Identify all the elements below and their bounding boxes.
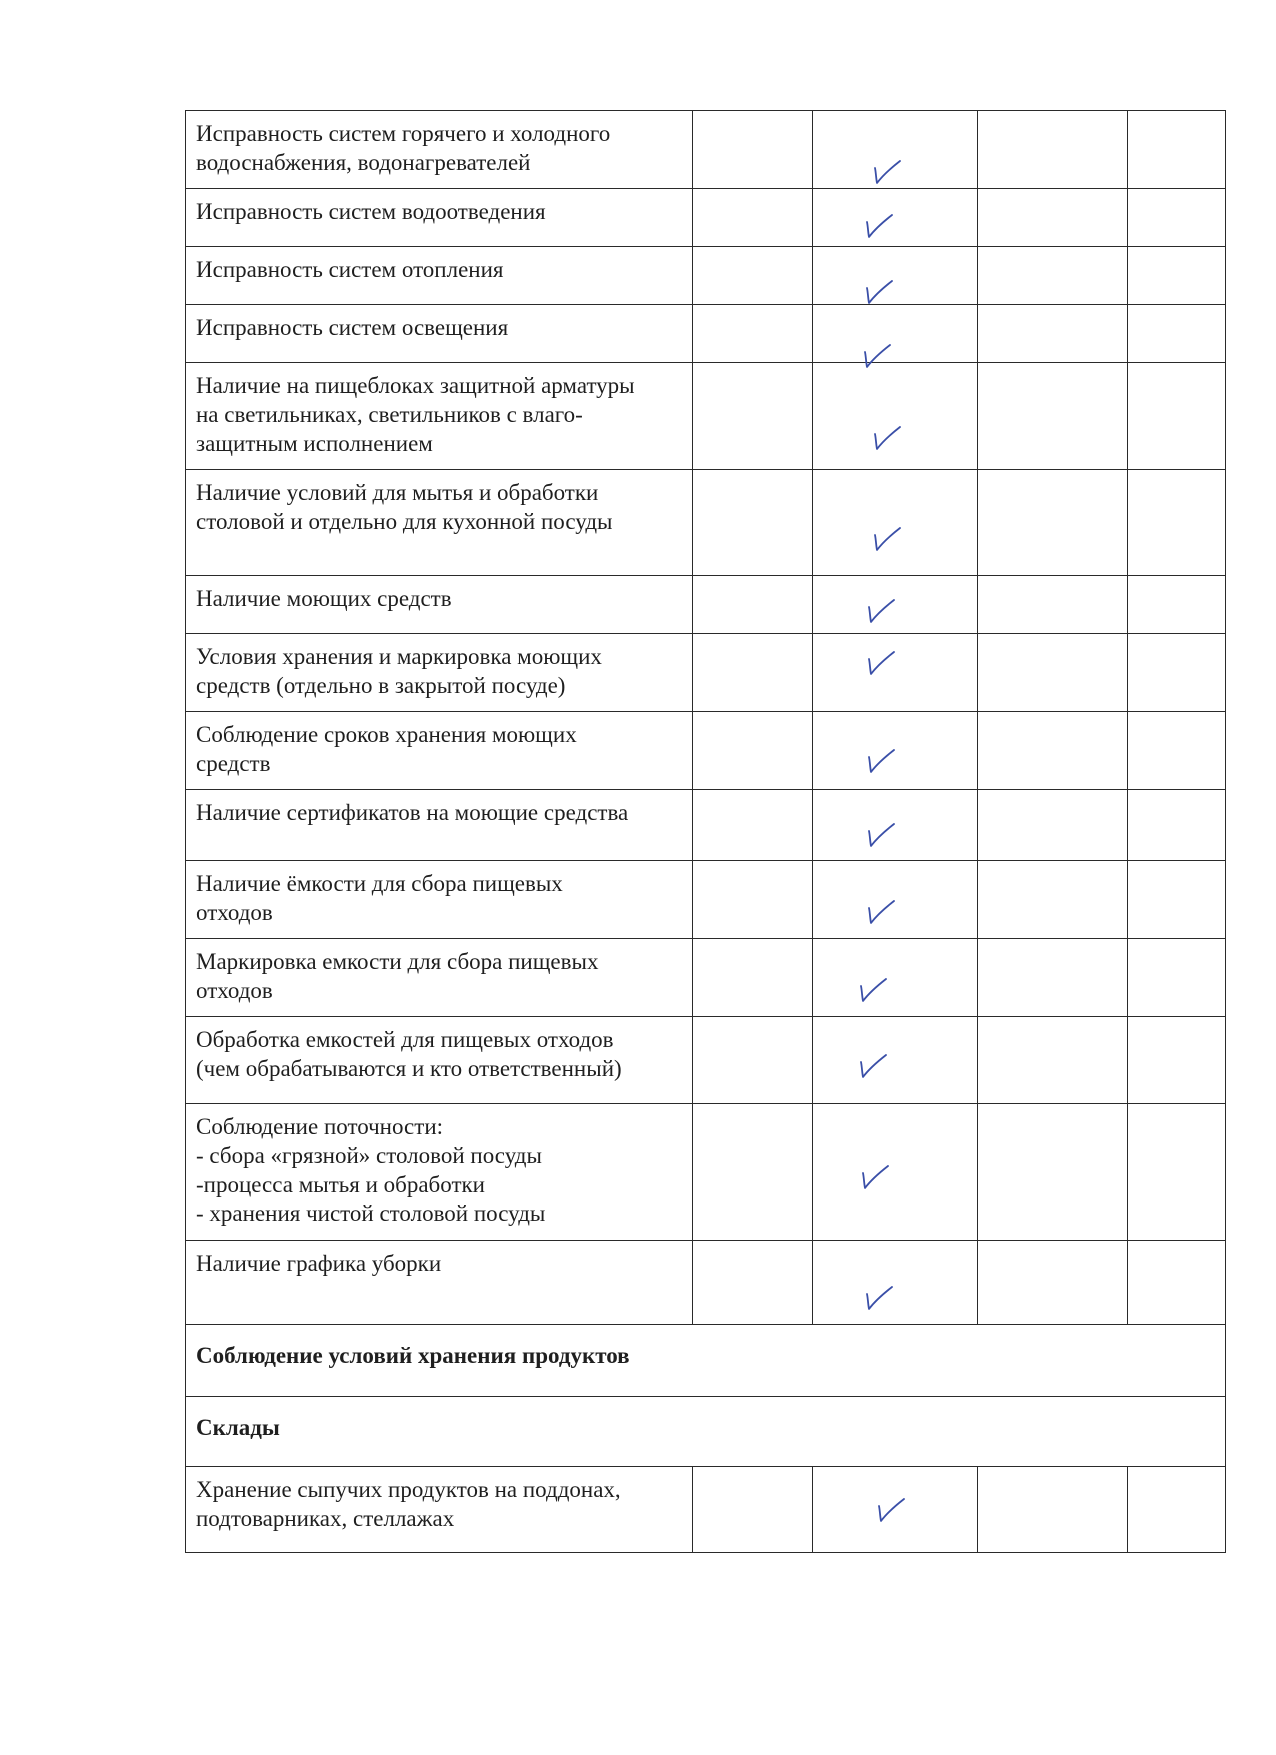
criterion-cell xyxy=(186,576,693,634)
criterion-text-line: Условия хранения и маркировка моющих xyxy=(196,644,602,669)
checkmark-icon xyxy=(865,650,895,676)
checkmark-icon xyxy=(871,159,901,185)
empty-cell xyxy=(978,712,1128,790)
empty-cell xyxy=(978,1017,1128,1104)
mark-cell xyxy=(813,363,978,470)
section-heading: Склады xyxy=(186,1397,1226,1467)
table-row xyxy=(186,305,1226,363)
criterion-text-line: на светильниках, светильников с влаго- xyxy=(196,402,583,427)
empty-cell xyxy=(978,247,1128,305)
criterion-text-line: Хранение сыпучих продуктов на поддонах, xyxy=(196,1477,621,1502)
criterion-cell xyxy=(186,634,693,712)
mark-cell xyxy=(813,576,978,634)
mark-cell xyxy=(813,305,978,363)
empty-cell xyxy=(978,189,1128,247)
empty-cell xyxy=(693,1467,813,1553)
empty-cell xyxy=(693,363,813,470)
empty-cell xyxy=(978,861,1128,939)
checkmark-icon xyxy=(865,598,895,624)
mark-cell xyxy=(813,861,978,939)
criterion-cell xyxy=(186,712,693,790)
empty-cell xyxy=(1128,861,1226,939)
criterion-text-line: подтоварниках, стеллажах xyxy=(196,1506,455,1531)
table-row xyxy=(186,247,1226,305)
table-row xyxy=(186,363,1226,470)
section-heading: Соблюдение условий хранения продуктов xyxy=(186,1325,1226,1397)
empty-cell xyxy=(693,939,813,1017)
empty-cell xyxy=(978,470,1128,576)
criterion-text-line: отходов xyxy=(196,978,273,1003)
empty-cell xyxy=(693,576,813,634)
criterion-text-line: Наличие условий для мытья и обработки xyxy=(196,480,599,505)
empty-cell xyxy=(1128,470,1226,576)
criterion-cell xyxy=(186,111,693,189)
mark-cell xyxy=(813,634,978,712)
criterion-text-line: - сбора «грязной» столовой посуды xyxy=(196,1143,542,1168)
table-row xyxy=(186,1467,1226,1553)
mark-cell xyxy=(813,1241,978,1325)
mark-cell xyxy=(813,1017,978,1104)
table-row xyxy=(186,470,1226,576)
checkmark-icon xyxy=(871,526,901,552)
empty-cell xyxy=(1128,363,1226,470)
criterion-text-line: защитным исполнением xyxy=(196,431,433,456)
mark-cell xyxy=(813,247,978,305)
empty-cell xyxy=(978,1241,1128,1325)
checkmark-icon xyxy=(857,977,887,1003)
empty-cell xyxy=(978,790,1128,861)
criterion-text-line: Наличие сертификатов на моющие средства xyxy=(196,800,629,825)
criterion-cell xyxy=(186,1241,693,1325)
empty-cell xyxy=(693,1241,813,1325)
empty-cell xyxy=(1128,247,1226,305)
criterion-text-line: Наличие моющих средств xyxy=(196,586,452,611)
criterion-text-line: Соблюдение сроков хранения моющих xyxy=(196,722,577,747)
empty-cell xyxy=(693,1017,813,1104)
table-row xyxy=(186,1017,1226,1104)
mark-cell xyxy=(813,939,978,1017)
table-row xyxy=(186,712,1226,790)
empty-cell xyxy=(1128,576,1226,634)
table-row xyxy=(186,790,1226,861)
checkmark-icon xyxy=(863,279,893,305)
empty-cell xyxy=(1128,111,1226,189)
empty-cell xyxy=(1128,1467,1226,1553)
criterion-text-line: Исправность систем освещения xyxy=(196,315,509,340)
mark-cell xyxy=(813,790,978,861)
table-row xyxy=(186,1241,1226,1325)
criterion-cell xyxy=(186,470,693,576)
checkmark-icon xyxy=(863,1285,893,1311)
empty-cell xyxy=(693,247,813,305)
criterion-text-line: средств (отдельно в закрытой посуде) xyxy=(196,673,566,698)
empty-cell xyxy=(693,111,813,189)
criterion-text-line: Маркировка емкости для сбора пищевых xyxy=(196,949,599,974)
checkmark-icon xyxy=(857,1053,887,1079)
empty-cell xyxy=(978,111,1128,189)
criterion-cell xyxy=(186,189,693,247)
section-row xyxy=(186,1397,1226,1467)
empty-cell xyxy=(1128,634,1226,712)
criterion-cell xyxy=(186,790,693,861)
empty-cell xyxy=(693,790,813,861)
empty-cell xyxy=(693,1104,813,1241)
criterion-text-line: Исправность систем отопления xyxy=(196,257,504,282)
criterion-cell xyxy=(186,247,693,305)
criterion-text-line: Обработка емкостей для пищевых отходов xyxy=(196,1027,614,1052)
checkmark-icon xyxy=(871,425,901,451)
criterion-cell xyxy=(186,1467,693,1553)
table-row xyxy=(186,861,1226,939)
empty-cell xyxy=(978,576,1128,634)
criterion-text-line: - хранения чистой столовой посуды xyxy=(196,1201,546,1226)
table-row xyxy=(186,634,1226,712)
checklist-table xyxy=(185,110,1226,1553)
criterion-text-line: Соблюдение поточности: xyxy=(196,1114,444,1139)
criterion-cell xyxy=(186,1017,693,1104)
mark-cell xyxy=(813,189,978,247)
empty-cell xyxy=(1128,189,1226,247)
empty-cell xyxy=(978,1104,1128,1241)
criterion-cell xyxy=(186,363,693,470)
empty-cell xyxy=(1128,305,1226,363)
empty-cell xyxy=(978,634,1128,712)
empty-cell xyxy=(1128,1104,1226,1241)
mark-cell xyxy=(813,712,978,790)
checkmark-icon xyxy=(875,1497,905,1523)
empty-cell xyxy=(693,305,813,363)
checkmark-icon xyxy=(863,213,893,239)
criterion-text-line: Исправность систем водоотведения xyxy=(196,199,546,224)
criterion-cell xyxy=(186,861,693,939)
criterion-text-line: (чем обрабатываются и кто ответственный) xyxy=(196,1056,622,1081)
empty-cell xyxy=(978,305,1128,363)
checkmark-icon xyxy=(865,822,895,848)
criterion-text-line: Исправность систем горячего и холодного xyxy=(196,121,611,146)
criterion-text-line: Наличие на пищеблоках защитной арматуры xyxy=(196,373,635,398)
empty-cell xyxy=(1128,939,1226,1017)
criterion-text-line: Наличие графика уборки xyxy=(196,1251,442,1276)
empty-cell xyxy=(693,861,813,939)
criterion-text-line: средств xyxy=(196,751,271,776)
table-row xyxy=(186,189,1226,247)
empty-cell xyxy=(1128,712,1226,790)
table-row xyxy=(186,1104,1226,1241)
mark-cell xyxy=(813,470,978,576)
empty-cell xyxy=(693,634,813,712)
criterion-text-line: отходов xyxy=(196,900,273,925)
criterion-cell xyxy=(186,1104,693,1241)
table-row xyxy=(186,576,1226,634)
criterion-text-line: Наличие ёмкости для сбора пищевых xyxy=(196,871,563,896)
criterion-cell xyxy=(186,305,693,363)
empty-cell xyxy=(1128,790,1226,861)
empty-cell xyxy=(1128,1241,1226,1325)
empty-cell xyxy=(1128,1017,1226,1104)
criterion-text-line: -процесса мытья и обработки xyxy=(196,1172,485,1197)
empty-cell xyxy=(693,189,813,247)
criterion-cell xyxy=(186,939,693,1017)
section-row xyxy=(186,1325,1226,1397)
mark-cell xyxy=(813,111,978,189)
mark-cell xyxy=(813,1104,978,1241)
checklist-body xyxy=(186,111,1226,1553)
checkmark-icon xyxy=(865,899,895,925)
mark-cell xyxy=(813,1467,978,1553)
criterion-text-line: водоснабжения, водонагревателей xyxy=(196,150,531,175)
empty-cell xyxy=(978,939,1128,1017)
criterion-text-line: столовой и отдельно для кухонной посуды xyxy=(196,509,613,534)
table-row xyxy=(186,939,1226,1017)
table-row xyxy=(186,111,1226,189)
checkmark-icon xyxy=(859,1164,889,1190)
empty-cell xyxy=(978,363,1128,470)
empty-cell xyxy=(693,712,813,790)
empty-cell xyxy=(978,1467,1128,1553)
checkmark-icon xyxy=(865,748,895,774)
empty-cell xyxy=(693,470,813,576)
